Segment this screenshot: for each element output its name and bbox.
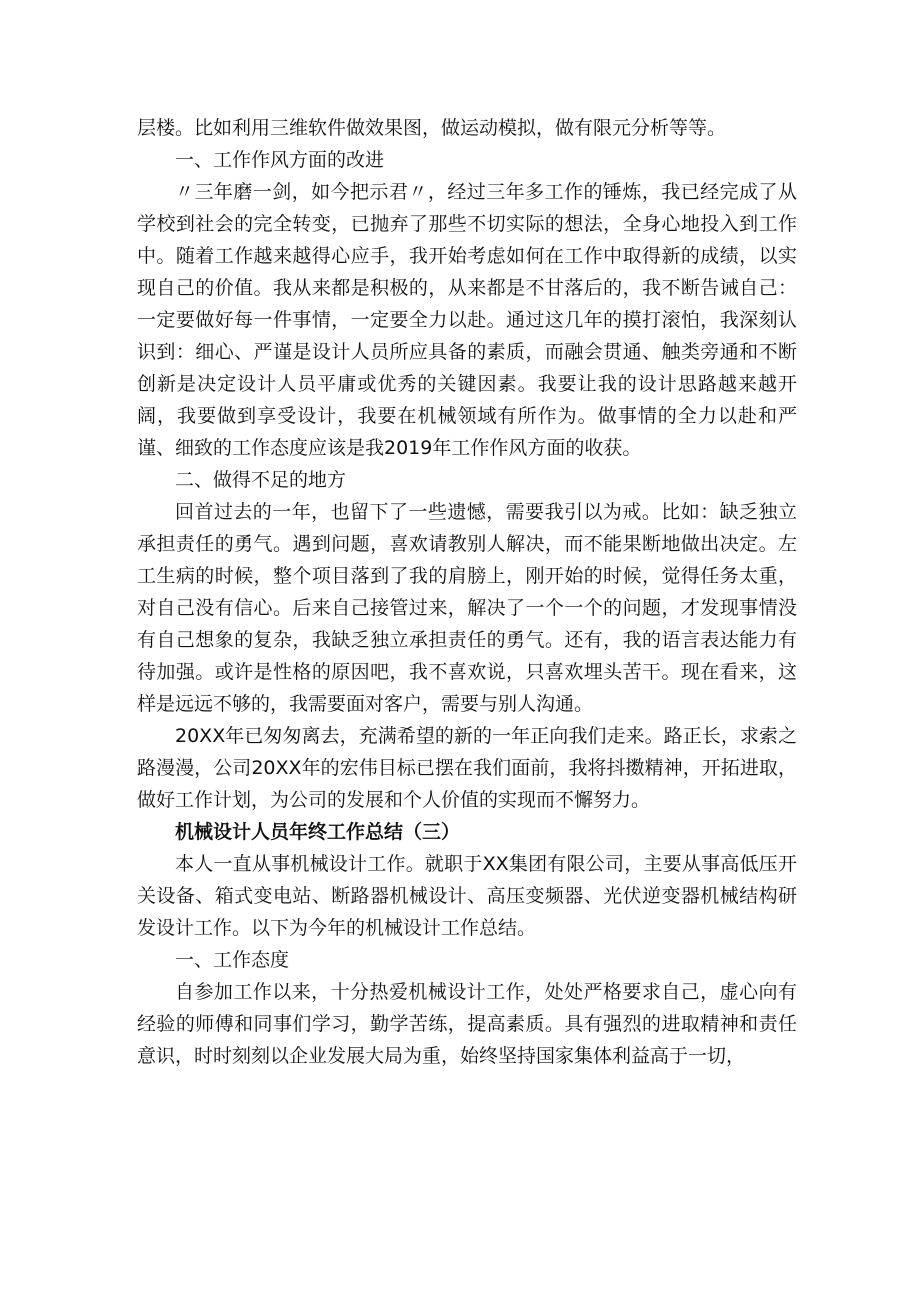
article-title-part-three: 机械设计人员年终工作总结（三） <box>175 821 461 843</box>
section-heading-shortcomings: 二、做得不足的地方 <box>175 469 347 491</box>
section-heading-work-attitude: 一、工作态度 <box>175 949 290 971</box>
paragraph-work-attitude: 自参加工作以来，十分热爱机械设计工作，处处严格要求自己，虚心向有经验的师傅和同事们学习，勤学苦练，提高素质。具有强烈的进取精神和责任意识，时时刻刻以企业发展大局为重，始终坚持国家集体利益高于一切， <box>137 981 797 1067</box>
section-heading-work-style: 一、工作作风方面的改进 <box>175 149 385 171</box>
paragraph-continuation: 层楼。比如利用三维软件做效果图，做运动模拟，做有限元分析等等。 <box>137 117 727 139</box>
document-body <box>137 112 797 1072</box>
paragraph-introduction: 本人一直从事机械设计工作。就职于XX集团有限公司，主要从事高低压开关设备、箱式变电站、断路器机械设计、高压变频器、光伏逆变器机械结构研发设计工作。以下为今年的机械设计工作总结。 <box>137 853 797 939</box>
paragraph-outlook: 20XX年已匆匆离去，充满希望的新的一年正向我们走来。路正长，求索之路漫漫，公司20XX年的宏伟目标已摆在我们面前，我将抖擞精神，开拓进取，做好工作计划，为公司的发展和个人价值的实现而不懈努力。 <box>137 725 797 811</box>
paragraph-work-style: 〃三年磨一剑，如今把示君〃，经过三年多工作的锤炼，我已经完成了从学校到社会的完全转变，已抛弃了那些不切实际的想法，全身心地投入到工作中。随着工作越来越得心应手，我开始考虑如何在工作中取得新的成绩，以实现自己的价值。我从来都是积极的，从来都是不甘落后的，我不断告诫自己：一定要做好每一件事情，一定要全力以赴。通过这几年的摸打滚怕，我深刻认识到：细心、严谨是设计人员所应具备的素质，而融会贯通、触类旁通和不断创新是决定设计人员平庸或优秀的关键因素。我要让我的设计思路越来越开阔，我要做到享受设计，我要在机械领域有所作为。做事情的全力以赴和严谨、细致的工作态度应该是我2019年工作作风方面的收获。 <box>137 181 797 459</box>
paragraph-shortcomings: 回首过去的一年，也留下了一些遗憾，需要我引以为戒。比如：缺乏独立承担责任的勇气。遇到问题，喜欢请教别人解决，而不能果断地做出决定。左工生病的时候，整个项目落到了我的肩膀上，刚开始的时候，觉得任务太重，对自己没有信心。后来自己接管过来，解决了一个一个的问题，才发现事情没有自己想象的复杂，我缺乏独立承担责任的勇气。还有，我的语言表达能力有待加强。或许是性格的原因吧，我不喜欢说，只喜欢埋头苦干。现在看来，这样是远远不够的，我需要面对客户，需要与别人沟通。 <box>137 501 797 715</box>
